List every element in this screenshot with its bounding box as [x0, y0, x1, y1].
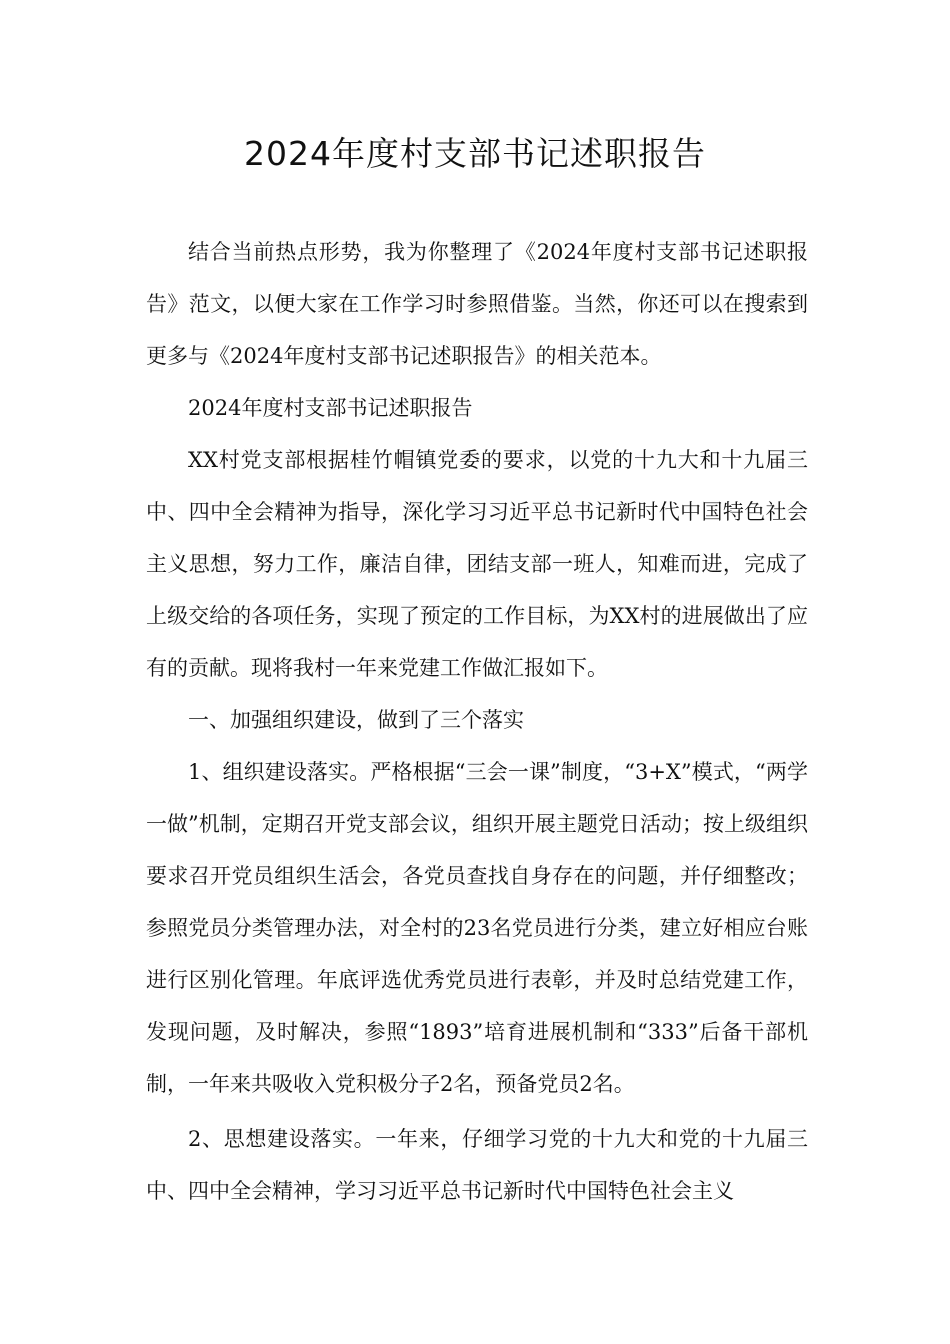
document-body: [146, 226, 808, 1217]
section-heading-organization: 一、加强组织建设，做到了三个落实: [188, 708, 524, 732]
organization-paragraph: 1、组织建设落实。严格根据“三会一课”制度，“3+X”模式，“两学一做”机制，定期召开党支部会议，组织开展主题党日活动；按上级组织要求召开党员组织生活会，各党员查找自身存在的问题，并仔细整改；参照党员分类管理办法，对全村的23名党员进行分类，建立好相应台账进行区别化管理。年底评选优秀党员进行表彰，并及时总结党建工作，发现问题，及时解决，参照“1893”培育进展机制和“333”后备干部机制，一年来共吸收入党积极分子2名，预备党员2名。: [146, 760, 808, 1096]
report-subtitle: 2024年度村支部书记述职报告: [188, 396, 473, 420]
document-title: 2024年度村支部书记述职报告: [244, 134, 706, 173]
summary-paragraph: XX村党支部根据桂竹帽镇党委的要求，以党的十九大和十九届三中、四中全会精神为指导，深化学习习近平总书记新时代中国特色社会主义思想，努力工作，廉洁自律，团结支部一班人，知难而进，完成了上级交给的各项任务，实现了预定的工作目标，为XX村的进展做出了应有的贡献。现将我村一年来党建工作做汇报如下。: [146, 448, 808, 680]
ideology-paragraph: 2、思想建设落实。一年来，仔细学习党的十九大和党的十九届三中、四中全会精神，学习习近平总书记新时代中国特色社会主义: [146, 1127, 808, 1203]
intro-paragraph: 结合当前热点形势，我为你整理了《2024年度村支部书记述职报告》范文，以便大家在工作学习时参照借鉴。当然，你还可以在搜索到更多与《2024年度村支部书记述职报告》的相关范本。: [146, 240, 808, 368]
